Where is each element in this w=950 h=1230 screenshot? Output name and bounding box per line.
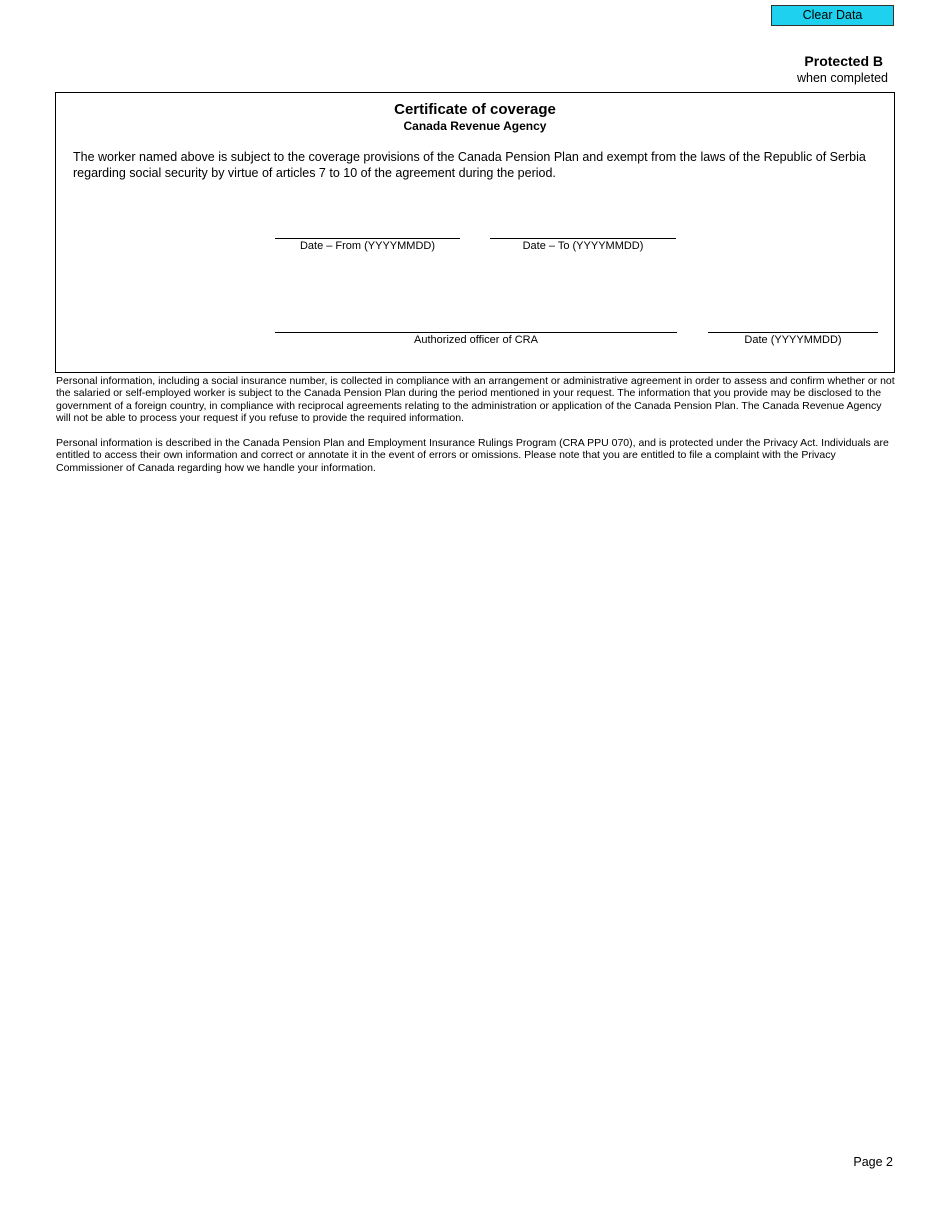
- signature-date-input[interactable]: [708, 314, 878, 331]
- date-from-input[interactable]: [275, 221, 460, 238]
- certificate-subtitle: Canada Revenue Agency: [403, 119, 547, 133]
- signature-date-label: Date (YYYYMMDD): [744, 334, 842, 346]
- date-to-input[interactable]: [490, 221, 676, 238]
- certificate-box: [55, 92, 895, 373]
- certificate-body-text: The worker named above is subject to the coverage provisions of the Canada Pension Plan and exempt from the laws of the Republic of Serbia regarding social security by virtue of articles 7 to 10 of the agreement during the period.: [73, 150, 866, 180]
- protected-b-label: Protected B: [804, 53, 883, 69]
- when-completed-label: when completed: [796, 71, 888, 85]
- page-number: Page 2: [853, 1155, 893, 1169]
- clear-data-button[interactable]: Clear Data: [771, 5, 894, 26]
- signature-date-underline: [708, 332, 878, 333]
- authorized-officer-input[interactable]: [275, 314, 677, 331]
- authorized-officer-label: Authorized officer of CRA: [414, 334, 538, 346]
- authorized-officer-underline: [275, 332, 677, 333]
- privacy-paragraph-2: Personal information is described in the Canada Pension Plan and Employment Insurance Rulings Program (CRA PPU 070), and is protected under the Privacy Act. Individuals are entitled to access their own information and correct or annotate it in the event of errors or omissions. Please note that you are entitled to file a complaint with the Privacy Commissioner of Canada regarding how we handle your information.: [56, 437, 889, 474]
- date-to-label: Date – To (YYYYMMDD): [522, 240, 644, 252]
- date-from-label: Date – From (YYYYMMDD): [299, 240, 436, 252]
- certificate-title: Certificate of coverage: [394, 101, 556, 118]
- date-to-underline: [490, 238, 676, 239]
- date-from-underline: [275, 238, 460, 239]
- privacy-paragraph-1: Personal information, including a social insurance number, is collected in compliance with an arrangement or administrative agreement in order to assess and confirm whether or not the salaried or self-employed worker is subject to the Canada Pension Plan during the period mentioned in your request. The information that you provide may be disclosed to the government of a foreign country, in compliance with reciprocal agreements relating to the administration or application of the Canada Pension Plan. The Canada Revenue Agency will not be able to process your request if you refuse to provide the required information.: [56, 375, 895, 424]
